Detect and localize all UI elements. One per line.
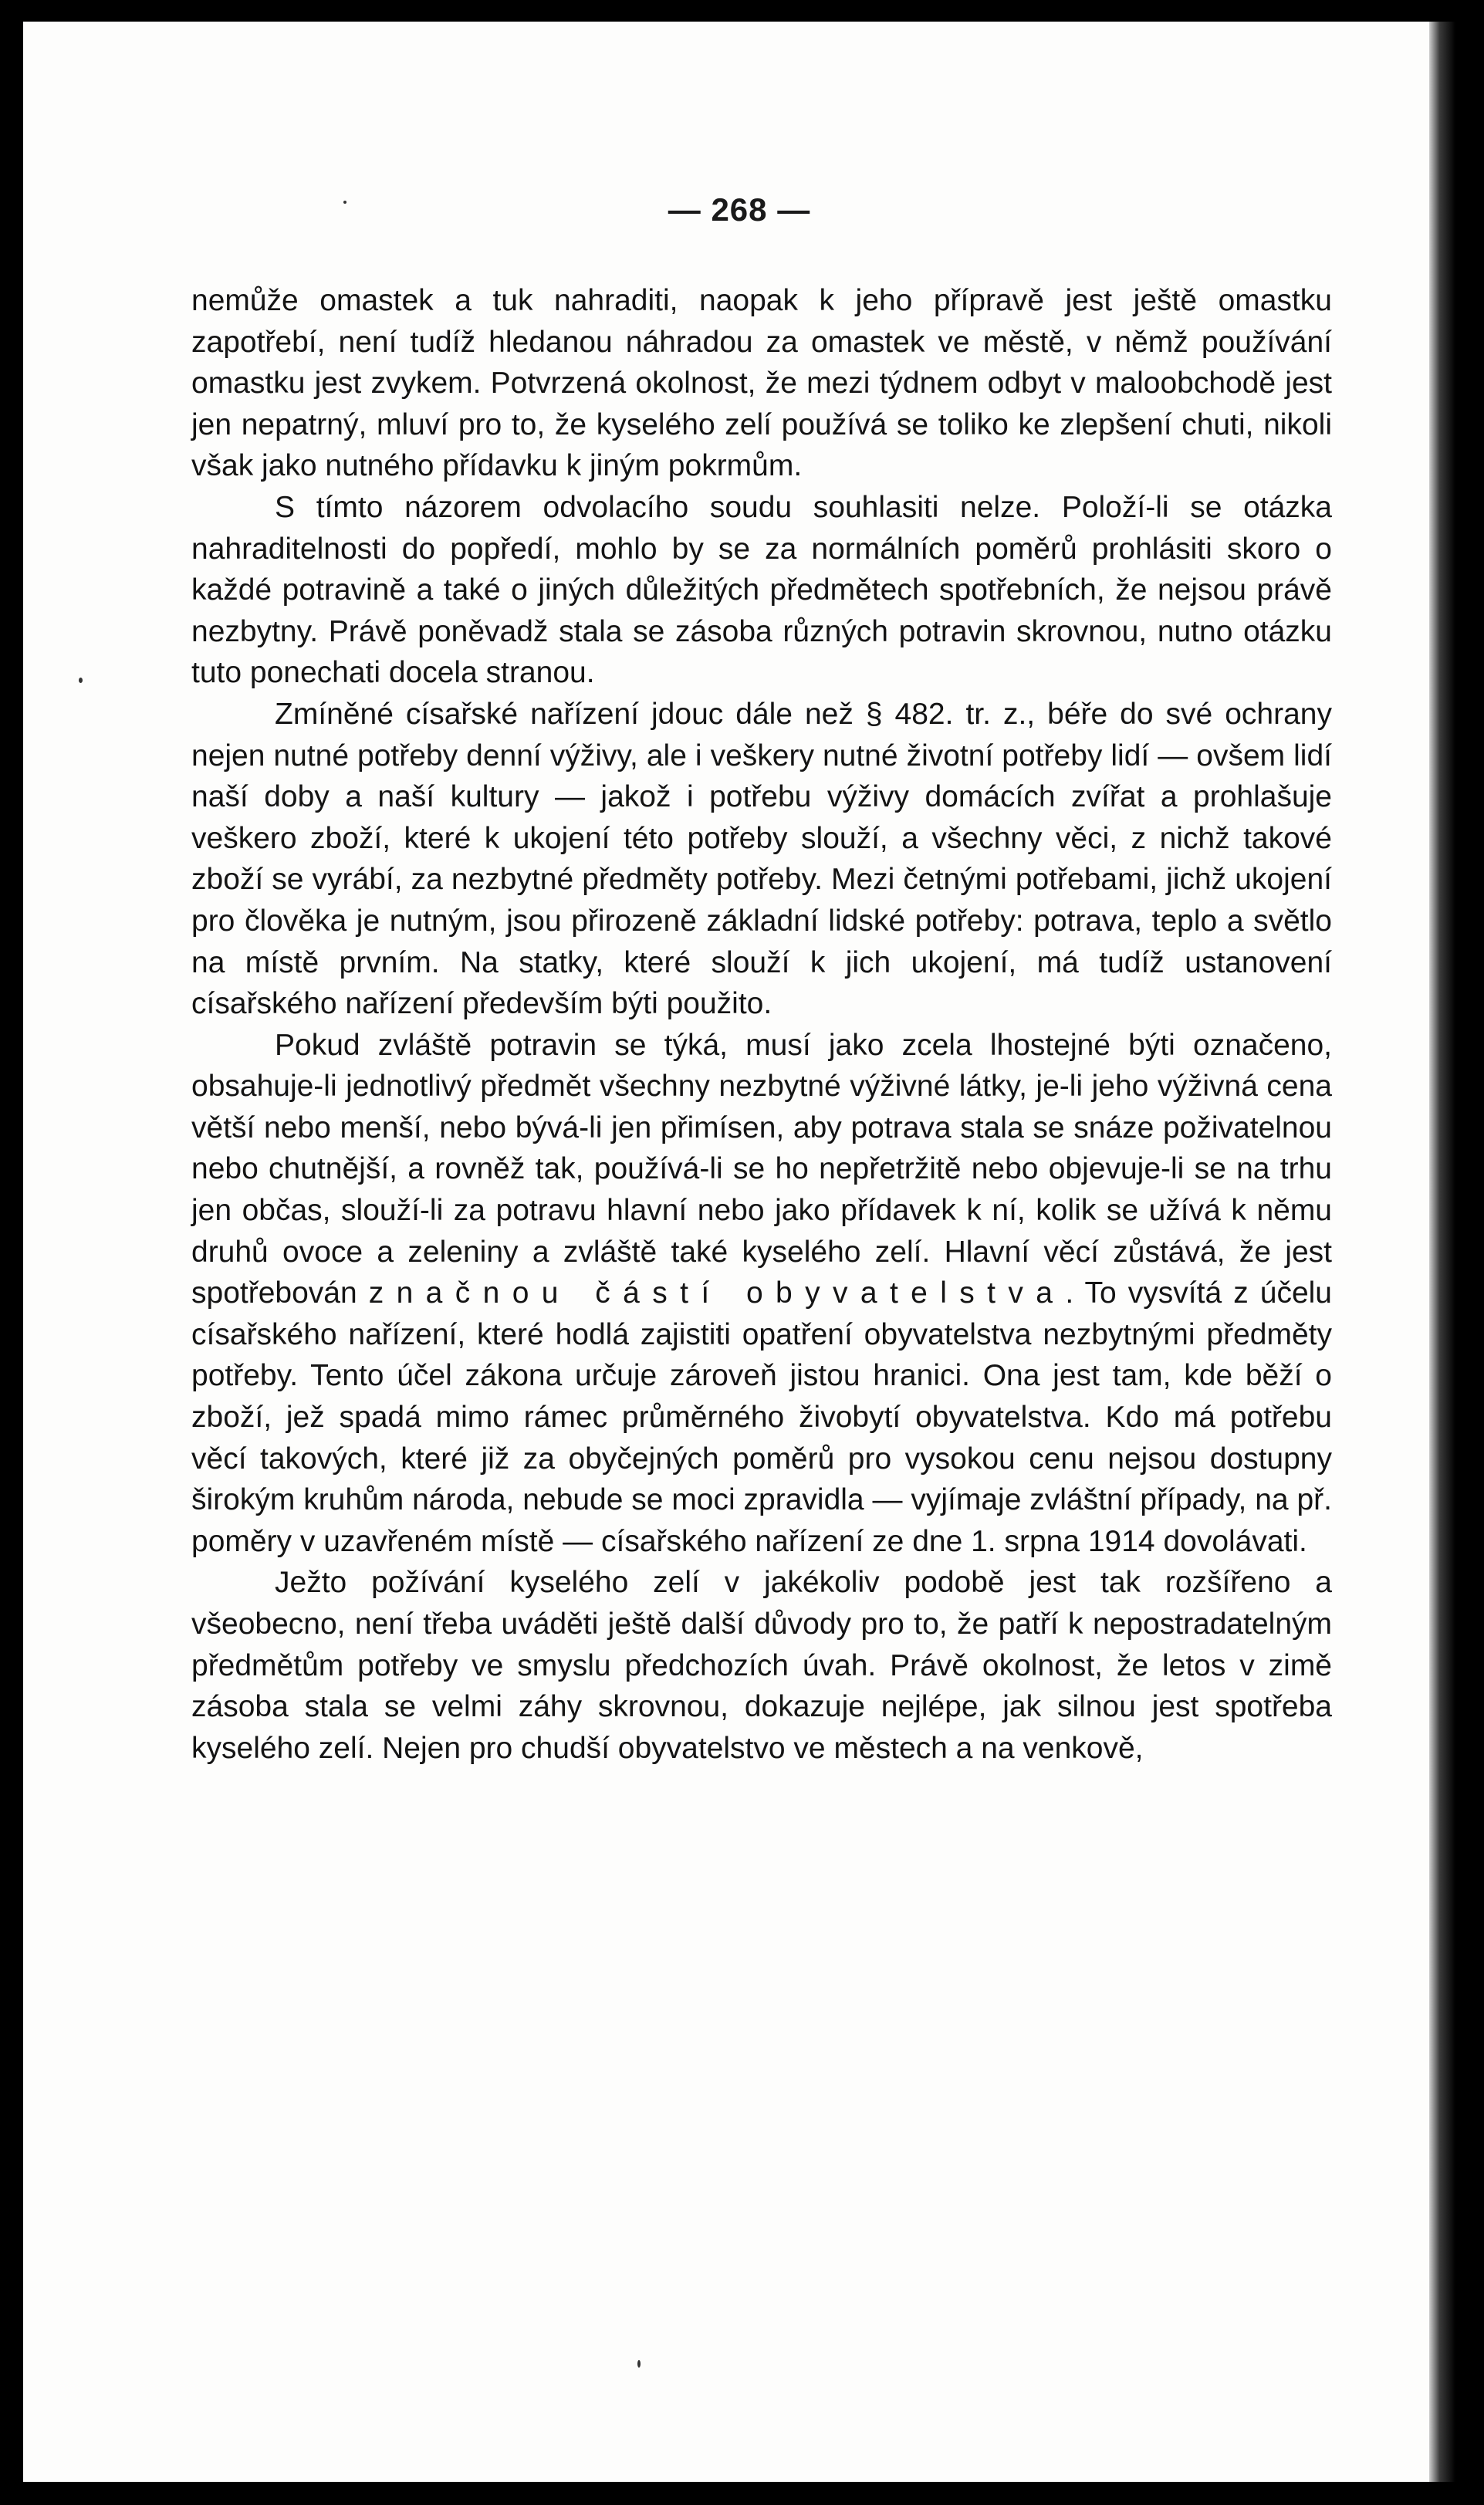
emphasized-phrase: značnou částí obyvatelstva bbox=[368, 1276, 1066, 1310]
paragraph-4-start: Pokud zvláště potravin se týká, musí jako zcela lhostejné býti označeno, obsahuje-li jednotlivý předmět všechny nezbytné výživné látky, je-li jeho výživná cena větší nebo menší, nebo bývá-li jen přimísen, aby potrava stala se snáze poživatelnou nebo chutnější, a rovněž tak, používá-li se ho nepřetržitě nebo objevuje-li se na trhu jen občas, slouží-li za potravu hlavní nebo jako přídavek k ní, kolik se užívá k němu druhů ovoce a zeleniny a zvláště také kyselého zelí. Hlavní věcí zůstává, že jest spotřebován bbox=[191, 1028, 1332, 1310]
paragraph-1: nemůže omastek a tuk nahraditi, naopak k jeho přípravě jest ještě omastku zapotřebí, není tudíž hledanou náhradou za omastek ve městě, v němž používání omastku jest zvykem. Potvrzená okolnost, že mezi týdnem odbyt v maloobchodě jest jen nepatrný, mluví pro to, že kyselého zelí používá se toliko ke zlepšení chuti, nikoli však jako nutného přídavku k jiným pokrmům. bbox=[191, 284, 1332, 483]
scan-speck bbox=[343, 201, 346, 204]
paragraph-3: Zmíněné císařské nařízení jdouc dále než § 482. tr. z., béře do své ochrany nejen nutné potřeby denní výživy, ale i veškery nutné životní potřeby lidí — ovšem lidí naší doby a naší kultury — jakož i potřebu výživy domácích zvířat a prohlašuje veškero zboží, které k ukojení této potřeby slouží, a všechny věci, z nichž takové zboží se vyrábí, za nezbytné předměty potřeby. Mezi četnými potřebami, jichž ukojení pro člověka je nutným, jsou přirozeně základní lidské potřeby: potrava, teplo a světlo na místě prvním. Na statky, které slouží k jich ukojení, má tudíž ustanovení císařského nařízení především býti použito. bbox=[191, 697, 1332, 1021]
scan-speck bbox=[79, 678, 83, 683]
paragraph-2: S tímto názorem odvolacího soudu souhlasiti nelze. Položí-li se otázka nahraditelnosti do popředí, mohlo by se za normálních poměrů prohlásiti skoro o každé potravině a také o jiných důležitých předmětech spotřebních, že nejsou právě nezbytny. Právě poněvadž stala se zásoba různých potravin skrovnou, nutno otázku tuto ponechati docela stranou. bbox=[191, 490, 1332, 690]
paragraph-4-end: . To vysvítá z účelu císařského nařízení, které hodlá zajistiti opatření obyvatelstva nezbytnými předměty potřeby. Tento účel zákona určuje zároveň jistou hranici. Ona jest tam, kde běží o zboží, jež spadá mimo rámec průměrného živobytí obyvatelstva. Kdo má potřebu věcí takových, které již za obyčejných poměrů pro vysokou cenu nejsou dostupny širokým kruhům národa, nebude se moci zpravidla — vyjímaje zvláštní případy, na př. poměry v uzavřeném místě — císařského nařízení ze dne 1. srpna 1914 dovolávati. bbox=[191, 1276, 1332, 1558]
paragraph-5: Ježto požívání kyselého zelí v jakékoliv podobě jest tak rozšířeno a všeobecno, není třeba uváděti ještě další důvody pro to, že patří k nepostradatelným předmětům potřeby ve smyslu předchozích úvah. Právě okolnost, že letos v zimě zásoba stala se velmi záhy skrovnou, dokazuje nejlépe, jak silnou jest spotřeba kyselého zelí. Nejen pro chudší obyvatelstvo ve městech a na venkově, bbox=[191, 1566, 1332, 1765]
page-number: — 268 — bbox=[668, 191, 811, 228]
scan-speck bbox=[637, 2360, 641, 2368]
paragraph-4 bbox=[191, 1025, 1332, 1563]
page-spine-shadow bbox=[1429, 22, 1455, 2482]
book-page bbox=[23, 22, 1455, 2482]
body-text bbox=[191, 280, 1332, 1769]
